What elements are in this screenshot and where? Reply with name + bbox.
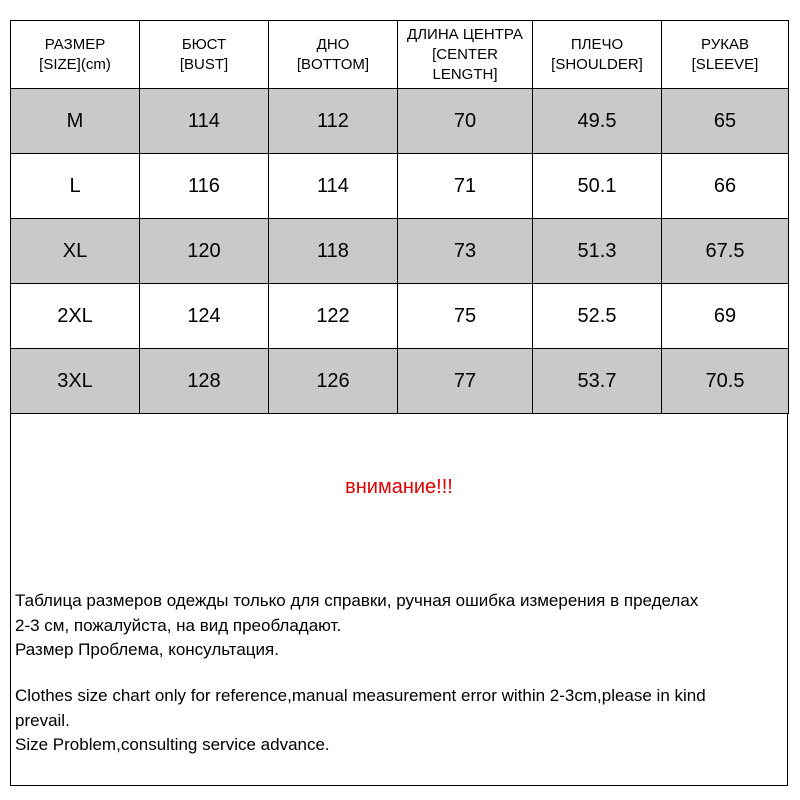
- table-cell-bottom: 112: [269, 89, 398, 154]
- table-cell-bust: 124: [140, 284, 269, 349]
- table-cell-bust: 116: [140, 154, 269, 219]
- header-size-ru: РАЗМЕР: [44, 35, 106, 53]
- table-row: [11, 154, 789, 219]
- table-cell-size: 2XL: [11, 284, 140, 349]
- table-cell-center-length: 73: [398, 219, 533, 284]
- table-cell-center-length: 70: [398, 89, 533, 154]
- header-center-length: [398, 21, 533, 89]
- table-cell-shoulder: 53.7: [533, 349, 662, 414]
- table-cell-size: 3XL: [11, 349, 140, 414]
- table-cell-bust: 120: [140, 219, 269, 284]
- header-bottom-ru: ДНО: [316, 35, 350, 53]
- table-cell-center-length: 77: [398, 349, 533, 414]
- header-center-length-en-2: LENGTH]: [432, 65, 498, 83]
- table-cell-center-length: 71: [398, 154, 533, 219]
- note-english-line: Clothes size chart only for reference,manual measurement error within 2-3cm,please in kind: [15, 686, 706, 705]
- header-row: [11, 21, 789, 89]
- table-cell-sleeve: 69: [662, 284, 789, 349]
- attention-notice: внимание!!!: [345, 476, 453, 498]
- header-bottom-en: [BOTTOM]: [296, 55, 370, 73]
- table-cell-sleeve: 65: [662, 89, 789, 154]
- table-cell-size: M: [11, 89, 140, 154]
- header-sleeve: [662, 21, 789, 89]
- table-cell-sleeve: 70.5: [662, 349, 789, 414]
- table-cell-center-length: 75: [398, 284, 533, 349]
- table-cell-bust: 114: [140, 89, 269, 154]
- table-cell-shoulder: 51.3: [533, 219, 662, 284]
- header-size-en: [SIZE](cm): [39, 55, 111, 73]
- size-chart-table: [10, 20, 789, 414]
- header-size: [11, 21, 140, 89]
- table-row: [11, 219, 789, 284]
- header-bust-en: [BUST]: [179, 55, 229, 73]
- table-cell-shoulder: 52.5: [533, 284, 662, 349]
- note-russian-line: Размер Проблема, консультация.: [15, 640, 279, 659]
- note-russian-line: Таблица размеров одежды только для справки, ручная ошибка измерения в пределах: [15, 591, 699, 610]
- header-center-length-ru: ДЛИНА ЦЕНТРА: [407, 25, 523, 43]
- table-row: [11, 284, 789, 349]
- note-english-line: prevail.: [15, 710, 70, 730]
- table-cell-bust: 128: [140, 349, 269, 414]
- header-shoulder-ru: ПЛЕЧО: [570, 35, 624, 53]
- table-row: [11, 349, 789, 414]
- table-cell-shoulder: 50.1: [533, 154, 662, 219]
- header-shoulder: [533, 21, 662, 89]
- header-bust: [140, 21, 269, 89]
- table-cell-sleeve: 67.5: [662, 219, 789, 284]
- note-russian-line: 2-3 см, пожалуйста, на вид преобладают.: [15, 615, 342, 635]
- header-bottom: [269, 21, 398, 89]
- table-cell-size: XL: [11, 219, 140, 284]
- table-row: [11, 89, 789, 154]
- header-shoulder-en: [SHOULDER]: [551, 55, 643, 73]
- header-sleeve-en: [SLEEVE]: [691, 55, 759, 73]
- table-cell-size: L: [11, 154, 140, 219]
- header-center-length-en-1: [CENTER: [432, 45, 498, 63]
- note-english-line: Size Problem,consulting service advance.: [15, 735, 330, 754]
- table-cell-sleeve: 66: [662, 154, 789, 219]
- table-cell-bottom: 118: [269, 219, 398, 284]
- table-cell-shoulder: 49.5: [533, 89, 662, 154]
- header-bust-ru: БЮСТ: [181, 35, 227, 53]
- table-cell-bottom: 126: [269, 349, 398, 414]
- table-cell-bottom: 122: [269, 284, 398, 349]
- note-english: [15, 684, 785, 758]
- table-cell-bottom: 114: [269, 154, 398, 219]
- note-russian: [15, 589, 785, 663]
- header-sleeve-ru: РУКАВ: [701, 35, 749, 53]
